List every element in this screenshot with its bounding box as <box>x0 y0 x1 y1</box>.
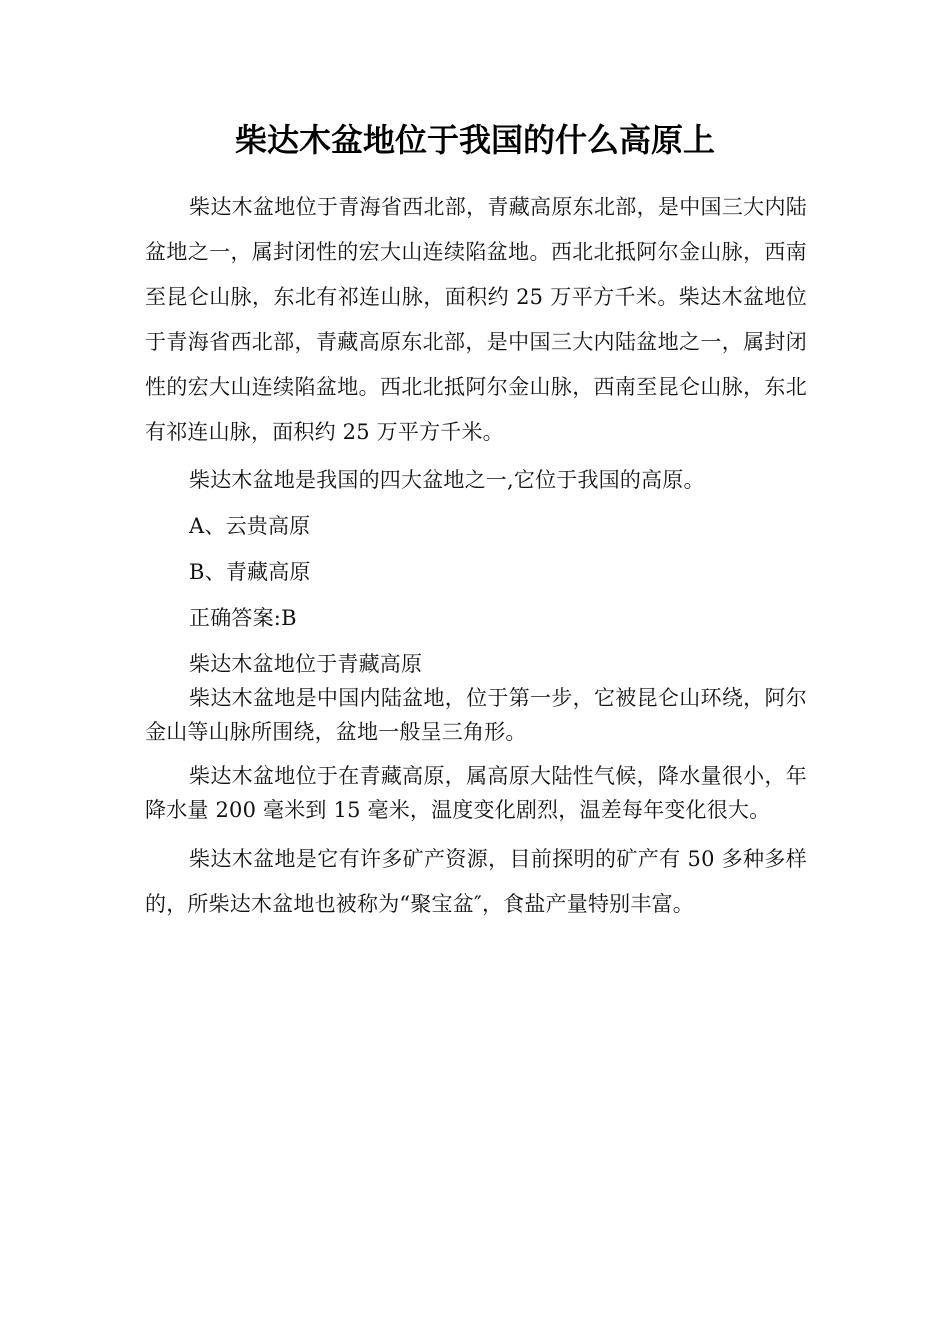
correct-answer: 正确答案:B <box>189 606 297 630</box>
paragraph-climate: 柴达木盆地位于在青藏高原，属高原大陆性气候，降水量很小，年降水量 200 毫米到 15 毫米，温度变化剧烈，温差每年变化很大。 <box>145 764 807 822</box>
option-a: A、云贵高原 <box>189 514 311 538</box>
paragraph-intro: 柴达木盆地位于青海省西北部，青藏高原东北部，是中国三大内陆盆地之一，属封闭性的宏大山连续陷盆地。西北北抵阿尔金山脉，西南至昆仑山脉，东北有祁连山脉，面积约 25 万平方千米。柴达木盆地位于青海省西北部，青藏高原东北部，是中国三大内陆盆地之一，属封闭性的宏大山连续陷盆地。西北北抵阿尔金山脉，西南至昆仑山脉，东北有祁连山脉，面积约 25 万平方千米。 <box>145 195 807 444</box>
paragraph-shape: 柴达木盆地是中国内陆盆地，位于第一步，它被昆仑山环绕，阿尔金山等山脉所围绕，盆地一般呈三角形。 <box>145 686 807 744</box>
paragraph-question: 柴达木盆地是我国的四大盆地之一,它位于我国的高原。 <box>189 468 705 492</box>
option-b: B、青藏高原 <box>189 560 311 584</box>
paragraph-resources: 柴达木盆地是它有许多矿产资源，目前探明的矿产有 50 多种多样的，所柴达木盆地也被称为“聚宝盆″，食盐产量特别丰富。 <box>145 847 807 916</box>
answer-summary: 柴达木盆地位于青藏高原 <box>189 652 423 676</box>
document-body <box>145 185 807 931</box>
document-title: 柴达木盆地位于我国的什么高原上 <box>234 121 715 159</box>
